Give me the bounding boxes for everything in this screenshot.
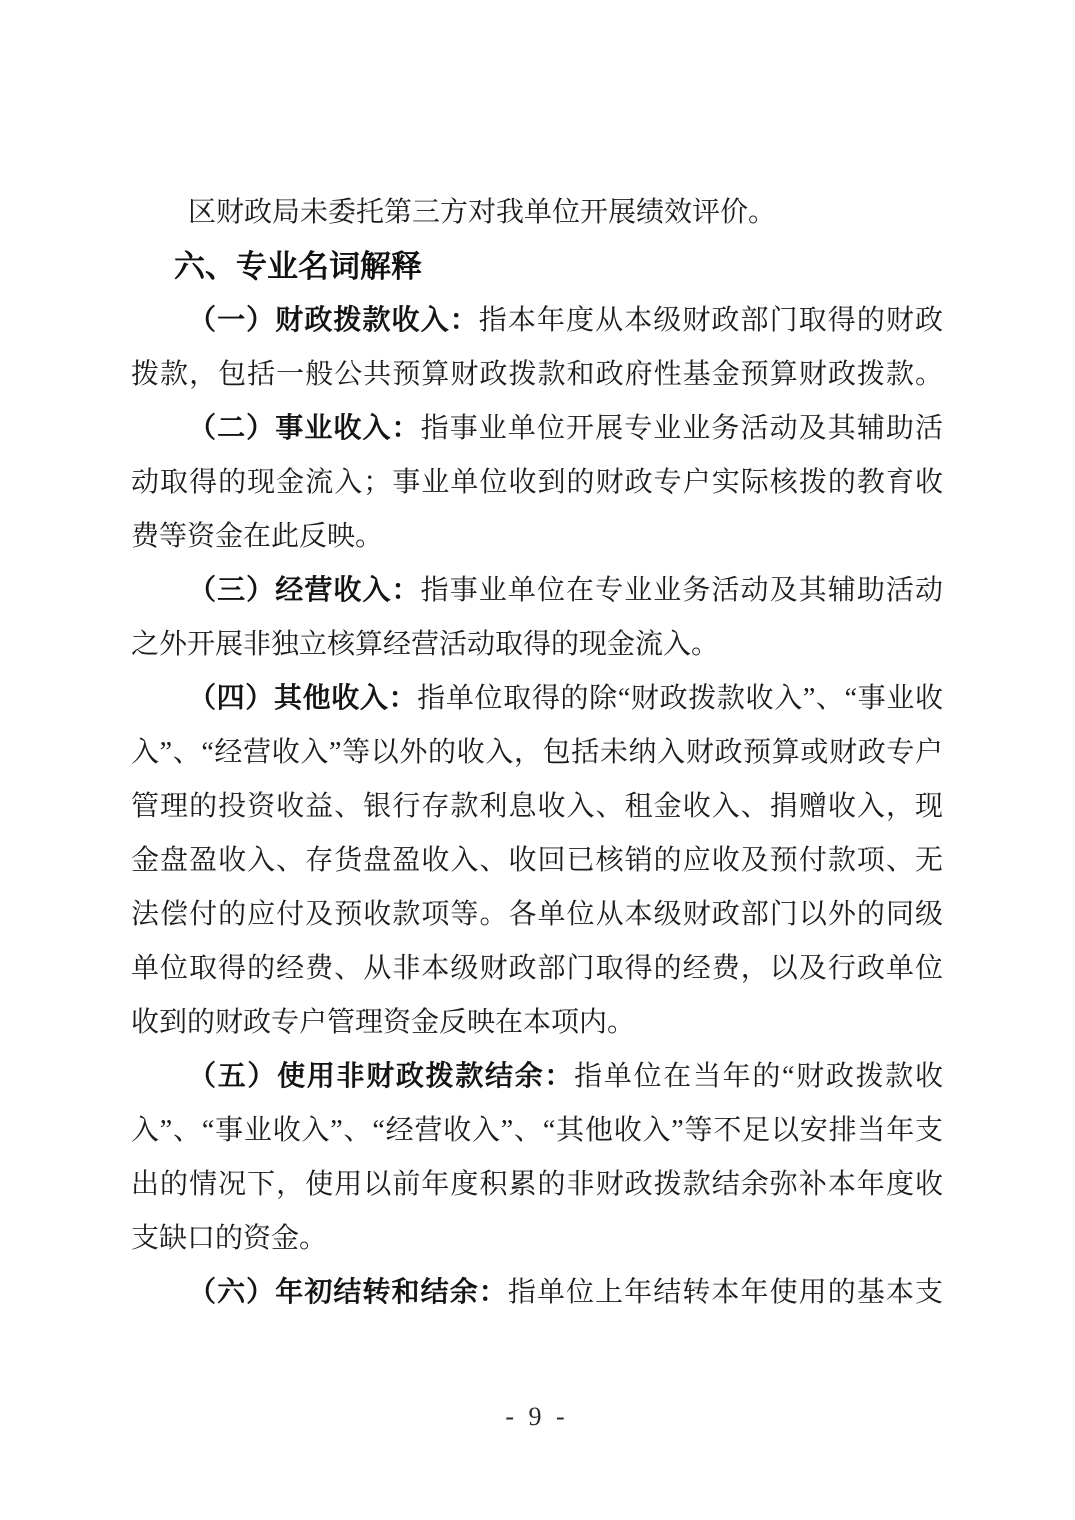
definition-line: 支缺口的资金。 — [131, 1223, 328, 1254]
definition-term: （六）年初结转和结余： — [188, 1277, 508, 1308]
definition-line: 出的情况下，使用以前年度积累的非财政拨款结余弥补本年度收 — [131, 1169, 943, 1200]
definition-line: 入”、“经营收入”等以外的收入，包括未纳入财政预算或财政专户 — [131, 737, 943, 768]
definition-text: 指单位上年结转本年使用的基本支 — [507, 1277, 943, 1308]
definition-text: 指单位在当年的“财政拨款收 — [574, 1061, 943, 1092]
definition-paragraph-6 — [131, 1266, 943, 1320]
definition-line: 法偿付的应付及预收款项等。各单位从本级财政部门以外的同级 — [131, 899, 943, 930]
definition-line: 之外开展非独立核算经营活动取得的现金流入。 — [131, 629, 720, 660]
definition-term: （五）使用非财政拨款结余： — [188, 1061, 575, 1092]
definition-line: 管理的投资收益、银行存款利息收入、租金收入、捐赠收入，现 — [131, 791, 943, 822]
definition-line: 金盘盈收入、存货盘盈收入、收回已核销的应收及预付款项、无 — [131, 845, 943, 876]
definition-line — [131, 1266, 943, 1320]
definition-paragraph-1 — [131, 294, 943, 402]
definition-line: 费等资金在此反映。 — [131, 521, 384, 552]
definition-term: （三）经营收入： — [188, 575, 421, 606]
definition-line: 动取得的现金流入；事业单位收到的财政专户实际核拨的教育收 — [131, 467, 943, 498]
definition-line: 收到的财政专户管理资金反映在本项内。 — [131, 1007, 636, 1038]
definition-text: 指本年度从本级财政部门取得的财政 — [478, 305, 943, 336]
definition-text: 指事业单位在专业业务活动及其辅助活动 — [420, 575, 943, 606]
page-number: - 9 - — [505, 1402, 569, 1431]
intro-paragraph: 区财政局未委托第三方对我单位开展绩效评价。 — [188, 197, 777, 228]
definition-term: （一）财政拨款收入： — [188, 305, 479, 336]
definition-line: 单位取得的经费、从非本级财政部门取得的经费，以及行政单位 — [131, 953, 943, 984]
definition-line — [131, 1050, 943, 1104]
definition-line: 入”、“事业收入”、“经营收入”、“其他收入”等不足以安排当年支 — [131, 1115, 943, 1146]
definition-term: （二）事业收入： — [188, 413, 421, 444]
definition-line — [131, 294, 943, 348]
definition-paragraph-4 — [131, 672, 943, 1050]
definition-line — [131, 564, 943, 618]
definition-text: 指事业单位开展专业业务活动及其辅助活 — [420, 413, 943, 444]
definition-paragraph-5 — [131, 1050, 943, 1266]
definition-line — [131, 402, 943, 456]
definition-paragraph-3 — [131, 564, 943, 672]
definition-paragraph-2 — [131, 402, 943, 564]
definition-term: （四）其他收入： — [188, 683, 418, 714]
definition-line: 拨款，包括一般公共预算财政拨款和政府性基金预算财政拨款。 — [131, 359, 943, 390]
section-heading: 六、专业名词解释 — [174, 249, 422, 284]
definition-line — [131, 672, 943, 726]
definition-text: 指单位取得的除“财政拨款收入”、“事业收 — [417, 683, 943, 714]
